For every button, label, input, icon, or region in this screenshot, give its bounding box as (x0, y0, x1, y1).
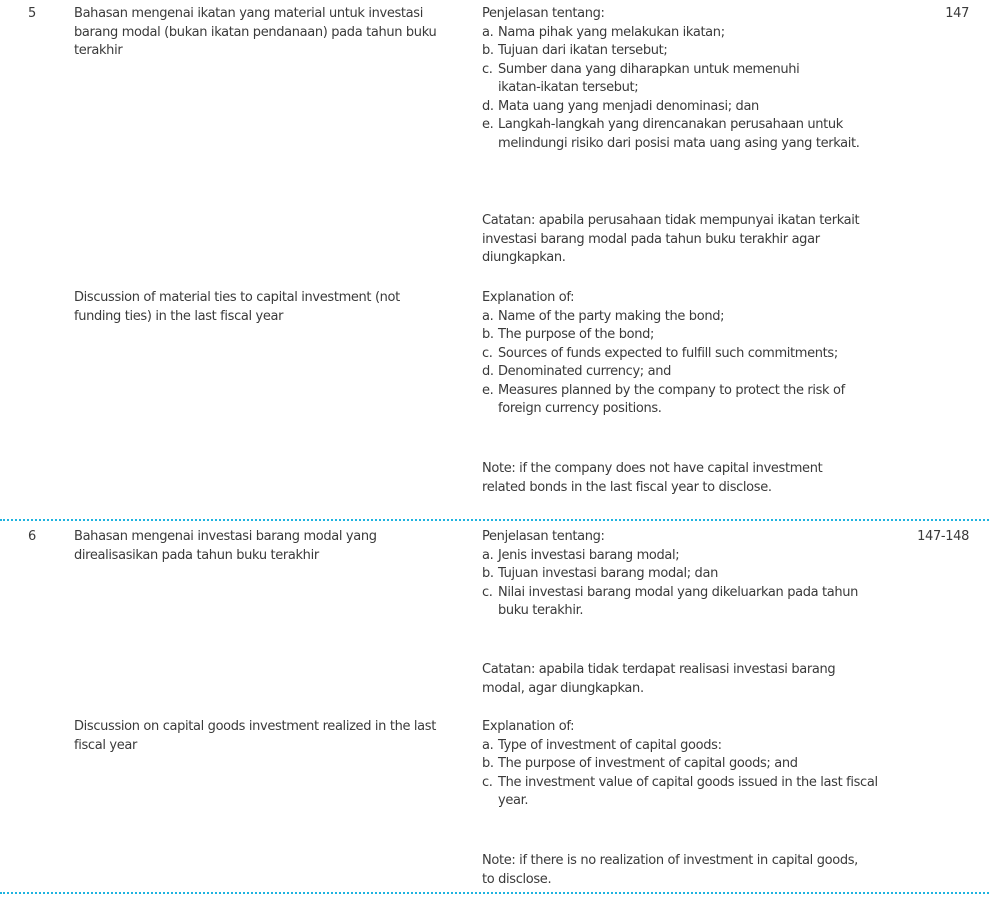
criteria-indonesian: Bahasan mengenai ikatan yang material untuk investasi barang modal (bukan ikatan pendanaan) pada tahun buku terakhir (74, 6, 437, 58)
list-item-text: Name of the party making the bond; (498, 308, 725, 324)
page-reference: 147-148 (917, 529, 969, 544)
list-marker: b. (482, 566, 494, 581)
list-item (482, 565, 862, 584)
list-item (482, 326, 882, 345)
list-item (482, 345, 882, 364)
page-reference: 147 (945, 6, 969, 21)
criteria-english: Discussion of material ties to capital investment (not funding ties) in the last fiscal year (74, 290, 400, 324)
list-item-text: Sumber dana yang diharapkan untuk memenuhi ikatan-ikatan tersebut; (498, 61, 800, 95)
row-divider (0, 519, 989, 521)
explanation-english (482, 289, 892, 419)
list-marker: a. (482, 547, 494, 563)
explanation-heading: Penjelasan tentang: (482, 6, 605, 21)
list-item-text: Langkah-langkah yang direncanakan perusahaan untuk melindungi risiko dari posisi mata uang asing yang terkait. (498, 117, 860, 151)
list-marker: e. (482, 382, 494, 398)
explanation-list (482, 24, 862, 154)
list-item (482, 116, 868, 153)
explanation-heading: Explanation of: (482, 719, 575, 734)
list-item (482, 584, 868, 621)
list-item-text: Tujuan dari ikatan tersebut; (498, 43, 668, 58)
list-marker: c. (482, 345, 493, 361)
explanation-indonesian (482, 5, 892, 153)
list-item (482, 547, 862, 566)
explanation-note-indonesian: Catatan: apabila tidak terdapat realisasi investasi barang modal, agar diungkapkan. (482, 662, 836, 696)
list-marker: b. (482, 43, 494, 58)
explanation-list (482, 547, 862, 621)
list-item-text: Mata uang yang menjadi denominasi; dan (498, 98, 759, 114)
list-item-text: Nama pihak yang melakukan ikatan; (498, 24, 725, 40)
list-item-text: Type of investment of capital goods: (498, 737, 722, 753)
explanation-english (482, 718, 892, 811)
list-item-text: Sources of funds expected to fulfill such commitments; (498, 345, 838, 361)
explanation-note-indonesian: Catatan: apabila perusahaan tidak mempunyai ikatan terkait investasi barang modal pada tahun buku terakhir agar diungkapkan. (482, 213, 860, 265)
list-item (482, 61, 843, 98)
list-item (482, 98, 862, 117)
list-marker: d. (482, 364, 494, 379)
list-item (482, 24, 862, 43)
list-item (482, 42, 862, 61)
list-marker: e. (482, 117, 494, 132)
list-item (482, 737, 887, 756)
list-item-text: Nilai investasi barang modal yang dikeluarkan pada tahun buku terakhir. (498, 584, 859, 618)
list-marker: a. (482, 737, 494, 753)
list-item-text: Jenis investasi barang modal; (498, 547, 680, 563)
list-item (482, 755, 887, 774)
explanation-list (482, 737, 887, 811)
criteria-english: Discussion on capital goods investment realized in the last fiscal year (74, 719, 436, 753)
list-marker: b. (482, 327, 494, 342)
explanation-list (482, 308, 882, 419)
list-marker: a. (482, 24, 494, 40)
row-number: 6 (28, 529, 36, 544)
explanation-heading: Explanation of: (482, 290, 575, 305)
list-marker: d. (482, 98, 494, 114)
list-item (482, 308, 882, 327)
row-divider (0, 892, 989, 894)
explanation-note-english: Note: if the company does not have capital investment related bonds in the last fiscal year to disclose. (482, 461, 823, 495)
row-number: 5 (28, 6, 36, 21)
list-marker: b. (482, 756, 494, 771)
criteria-indonesian: Bahasan mengenai investasi barang modal yang direalisasikan pada tahun buku terakhir (74, 529, 377, 563)
list-marker: c. (482, 774, 493, 790)
list-item-text: Denominated currency; and (498, 364, 672, 379)
list-item-text: The purpose of the bond; (498, 327, 655, 342)
list-marker: a. (482, 308, 494, 324)
list-item-text: Tujuan investasi barang modal; dan (498, 566, 718, 581)
explanation-heading: Penjelasan tentang: (482, 529, 605, 544)
list-item (482, 363, 882, 382)
list-item (482, 774, 893, 811)
list-item-text: The purpose of investment of capital goods; and (498, 756, 798, 771)
list-marker: c. (482, 61, 493, 77)
list-item-text: Measures planned by the company to protect the risk of foreign currency positions. (498, 382, 845, 416)
list-item (482, 382, 883, 419)
explanation-indonesian (482, 528, 892, 621)
list-item-text: The investment value of capital goods issued in the last fiscal year. (498, 774, 878, 808)
explanation-note-english: Note: if there is no realization of investment in capital goods, to disclose. (482, 853, 858, 887)
list-marker: c. (482, 584, 493, 600)
